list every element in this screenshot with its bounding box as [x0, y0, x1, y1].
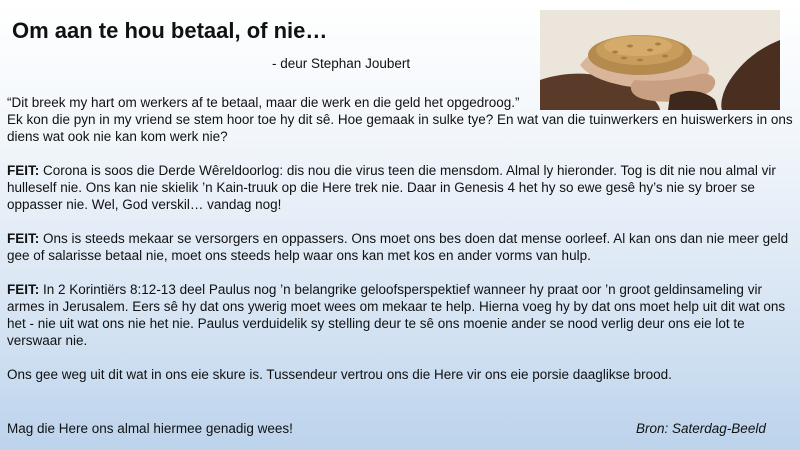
closing-paragraph: Ons gee weg uit dit wat in ons eie skure is. Tussendeur vertrou ons die Here vir ons eie porsie daaglikse brood.	[7, 367, 672, 382]
feit-text: Corona is soos die Derde Wêreldoorlog: dis nou die virus teen die mensdom. Almal ly hieronder. Tog is dit nie nou almal vir hulleself nie. Ons kan nie skielik ’n Kain-truuk op die Here trek nie. Daar in Genesis 4 het hy so ewe gesê hy’s nie sy broer se oppasser nie. Wel, God verskil… vandag nog!	[7, 163, 776, 212]
author-byline: - deur Stephan Joubert	[272, 56, 411, 71]
feit-text: In 2 Korintiërs 8:12-13 deel Paulus nog ’n belangrike geloofsperspektief wanneer hy praat oor ’n groot geldinsameling vir armes in Jerusalem. Eers sê hy dat ons ywerig moet wees om mekaar te help. Hierna voeg hy by dat ons moet help uit dit wat ons het - nie uit wat ons nie het nie. Paulus verduidelik sy stelling deur te sê ons moenie ander se nood verlig deur ons eie lot te verswaar nie.	[7, 282, 786, 348]
feit-paragraph-3	[7, 281, 797, 349]
page-title: Om aan te hou betaal, of nie…	[12, 18, 328, 43]
blessing-line: Mag die Here ons almal hiermee genadig wees!	[7, 421, 293, 436]
quote-paragraph	[7, 94, 797, 111]
article-body	[7, 94, 797, 383]
feit-text: Ons is steeds mekaar se versorgers en oppassers. Ons moet ons bes doen dat mense oorleef. Al kan ons dan nie meer geld gee of salarisse betaal nie, moet ons steeds help waar ons kan met kos en ander vorms van hulp.	[7, 231, 789, 263]
source-credit: Bron: Saterdag-Beeld	[636, 421, 766, 436]
feit-paragraph-2	[7, 230, 797, 264]
feit-paragraph-1	[7, 162, 797, 213]
feit-label: FEIT:	[7, 231, 40, 246]
quote-text: “Dit breek my hart om werkers af te betaal, maar die werk en die geld het opgedroog.”	[7, 95, 520, 110]
intro-paragraph: Ek kon die pyn in my vriend se stem hoor toe hy dit sê. Hoe gemaak in sulke tye? En wat van die tuinwerkers en huiswerkers in ons diens wat ook nie kan kom werk nie?	[7, 112, 793, 144]
feit-label: FEIT:	[7, 282, 40, 297]
feit-label: FEIT:	[7, 163, 40, 178]
